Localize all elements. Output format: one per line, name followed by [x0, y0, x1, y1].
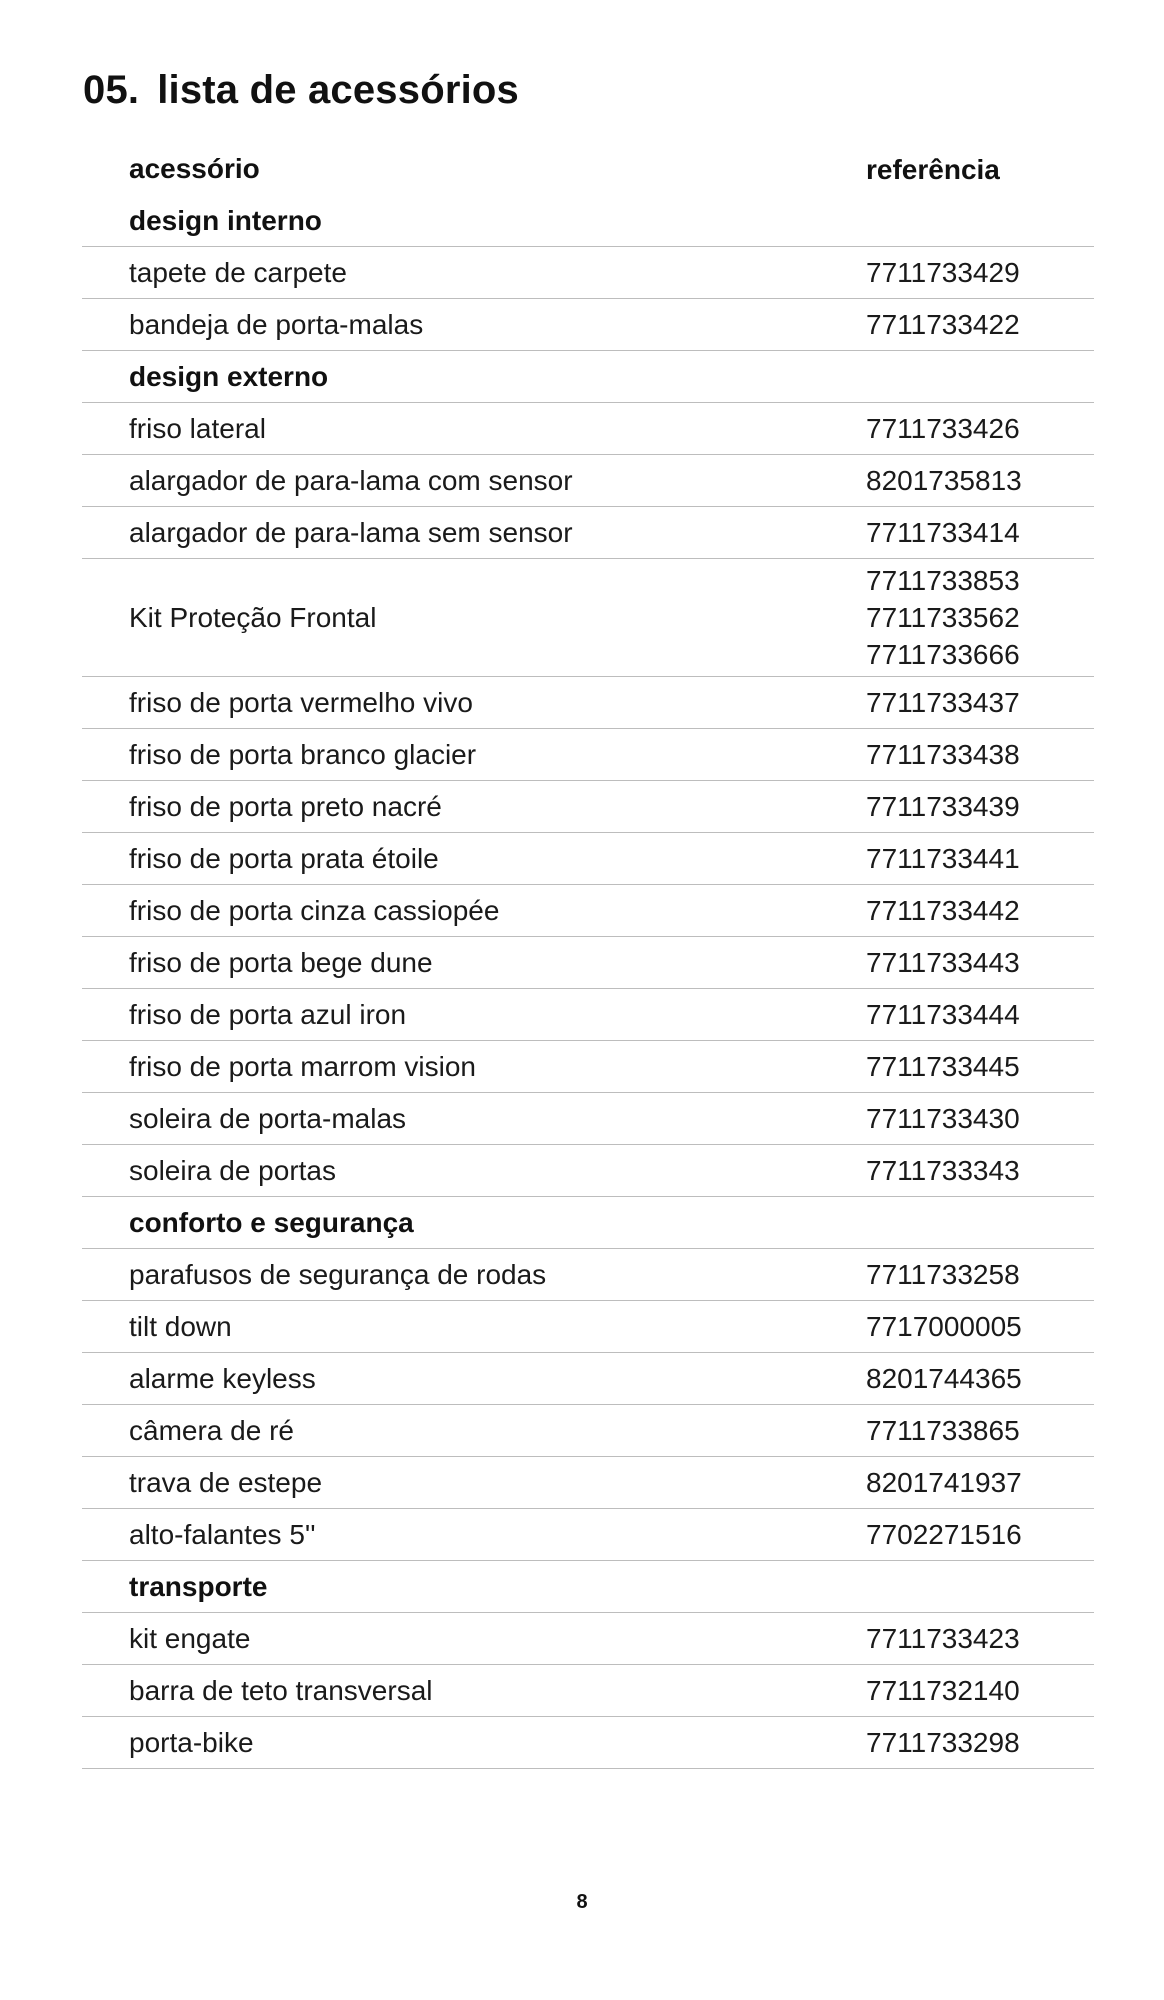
accessory-name: friso lateral — [129, 412, 266, 444]
accessory-name: friso de porta preto nacré — [129, 790, 442, 822]
reference-code: 7711733865 — [866, 1415, 1020, 1446]
section-heading: transporte — [129, 1570, 268, 1602]
reference-cell — [866, 1613, 1020, 1664]
reference-code: 7711733423 — [866, 1623, 1020, 1654]
reference-code: 7711733422 — [866, 309, 1020, 340]
page-number: 8 — [576, 1891, 588, 1913]
section-heading: design interno — [129, 204, 322, 236]
reference-cell — [866, 937, 1020, 988]
reference-code: 7711733258 — [866, 1259, 1020, 1290]
accessory-name: Kit Proteção Frontal — [129, 601, 377, 633]
table-row — [82, 781, 1094, 833]
reference-cell — [866, 1509, 1022, 1560]
section-row — [82, 1197, 1094, 1249]
table-row — [82, 1249, 1094, 1301]
accessories-table — [82, 143, 1094, 1769]
reference-code: 7711733414 — [866, 517, 1020, 548]
table-row — [82, 299, 1094, 351]
reference-cell — [866, 729, 1020, 780]
accessory-name: tapete de carpete — [129, 256, 347, 288]
reference-code: 7711733443 — [866, 947, 1020, 978]
section-row — [82, 1561, 1094, 1613]
accessory-name: trava de estepe — [129, 1466, 323, 1498]
accessory-name: alto-falantes 5'' — [129, 1518, 316, 1550]
reference-code: 7717000005 — [866, 1311, 1022, 1342]
accessory-name: parafusos de segurança de rodas — [129, 1258, 547, 1290]
table-row — [82, 507, 1094, 559]
page-title — [83, 62, 519, 118]
section-row — [82, 351, 1094, 403]
accessory-name: porta-bike — [129, 1726, 254, 1758]
reference-code: 7711733343 — [866, 1155, 1020, 1186]
reference-cell — [866, 1145, 1020, 1196]
table-row — [82, 1145, 1094, 1197]
accessory-name: friso de porta bege dune — [129, 946, 433, 978]
table-row — [82, 1353, 1094, 1405]
reference-code: 7711732140 — [866, 1675, 1020, 1706]
reference-cell — [866, 455, 1022, 506]
reference-cell — [866, 1093, 1020, 1144]
table-row — [82, 1457, 1094, 1509]
reference-cell — [866, 1665, 1020, 1716]
reference-cell — [866, 1405, 1020, 1456]
reference-cell — [866, 299, 1020, 350]
reference-cell — [866, 781, 1020, 832]
section-heading: design externo — [129, 360, 329, 392]
table-row — [82, 1093, 1094, 1145]
accessory-name: friso de porta marrom vision — [129, 1050, 477, 1082]
table-row — [82, 247, 1094, 299]
table-row — [82, 1665, 1094, 1717]
reference-cell — [866, 1457, 1022, 1508]
column-header-accessory: acessório — [129, 153, 260, 184]
accessory-name: kit engate — [129, 1622, 251, 1654]
table-row — [82, 833, 1094, 885]
reference-cell — [866, 833, 1020, 884]
reference-code: 7711733426 — [866, 413, 1020, 444]
reference-cell — [866, 1041, 1020, 1092]
accessory-name: alarme keyless — [129, 1362, 316, 1394]
section-row — [82, 195, 1094, 247]
reference-code: 7711733298 — [866, 1727, 1020, 1758]
reference-code: 7711733853 — [866, 565, 1020, 596]
reference-code: 8201741937 — [866, 1467, 1022, 1498]
reference-code: 8201735813 — [866, 465, 1022, 496]
accessory-name: friso de porta cinza cassiopée — [129, 894, 500, 926]
reference-cell — [866, 1301, 1022, 1352]
reference-cell — [866, 1249, 1020, 1300]
reference-code: 7702271516 — [866, 1519, 1022, 1550]
accessory-name: bandeja de porta-malas — [129, 308, 424, 340]
reference-cell — [866, 247, 1020, 298]
table-row — [82, 1717, 1094, 1769]
table-row — [82, 1301, 1094, 1353]
table-row — [82, 455, 1094, 507]
reference-cell — [866, 1717, 1020, 1768]
reference-cell — [866, 559, 1020, 676]
accessory-name: alargador de para-lama sem sensor — [129, 516, 573, 548]
reference-code: 7711733562 — [866, 602, 1020, 633]
accessory-name: alargador de para-lama com sensor — [129, 464, 573, 496]
table-header — [82, 143, 1094, 195]
reference-code: 7711733439 — [866, 791, 1020, 822]
reference-code: 7711733442 — [866, 895, 1020, 926]
reference-code: 7711733666 — [866, 639, 1020, 670]
table-row — [82, 885, 1094, 937]
accessory-name: soleira de porta-malas — [129, 1102, 407, 1134]
table-body — [82, 195, 1094, 1769]
accessory-name: friso de porta azul iron — [129, 998, 407, 1030]
table-row — [82, 1405, 1094, 1457]
accessory-name: soleira de portas — [129, 1154, 337, 1186]
reference-cell — [866, 1353, 1022, 1404]
section-title: lista de acessórios — [157, 68, 519, 112]
table-row — [82, 937, 1094, 989]
reference-cell — [866, 507, 1020, 558]
accessory-name: barra de teto transversal — [129, 1674, 433, 1706]
reference-cell — [866, 677, 1020, 728]
accessory-name: câmera de ré — [129, 1414, 294, 1446]
reference-code: 7711733438 — [866, 739, 1020, 770]
reference-cell — [866, 885, 1020, 936]
table-row — [82, 729, 1094, 781]
reference-cell — [866, 403, 1020, 454]
reference-code: 7711733430 — [866, 1103, 1020, 1134]
table-row — [82, 1613, 1094, 1665]
accessory-name: tilt down — [129, 1310, 232, 1342]
section-heading: conforto e segurança — [129, 1206, 414, 1238]
table-row — [82, 403, 1094, 455]
table-row — [82, 677, 1094, 729]
accessory-name: friso de porta branco glacier — [129, 738, 477, 770]
reference-code: 7711733445 — [866, 1051, 1020, 1082]
reference-code: 7711733429 — [866, 257, 1020, 288]
reference-code: 8201744365 — [866, 1363, 1022, 1394]
accessory-name: friso de porta prata étoile — [129, 842, 439, 874]
reference-code: 7711733441 — [866, 843, 1020, 874]
reference-code: 7711733444 — [866, 999, 1020, 1030]
reference-cell — [866, 989, 1020, 1040]
table-row — [82, 1041, 1094, 1093]
reference-code: 7711733437 — [866, 687, 1020, 718]
table-row — [82, 989, 1094, 1041]
table-row — [82, 559, 1094, 677]
column-header-reference: referência — [866, 153, 1000, 185]
accessory-name: friso de porta vermelho vivo — [129, 686, 473, 718]
section-number: 05. — [83, 68, 140, 112]
table-row — [82, 1509, 1094, 1561]
